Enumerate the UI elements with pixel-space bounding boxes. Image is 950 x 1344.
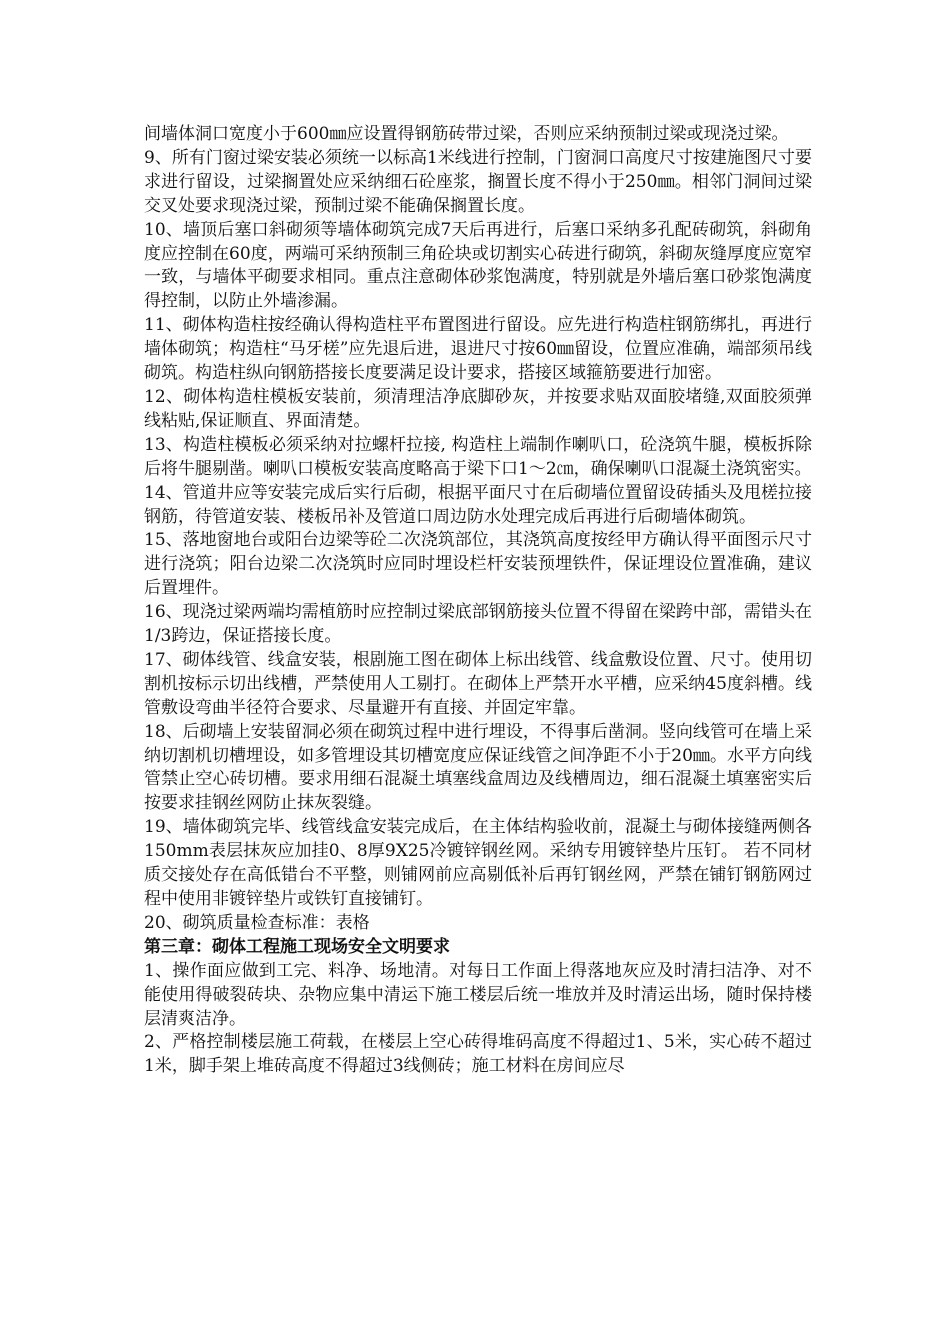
paragraph-lintel-opening: 间墙体洞口宽度小于600㎜应设置得钢筋砖带过梁，否则应采纳预制过梁或现浇过梁。 — [144, 124, 789, 144]
paragraph-item-19: 19、墙体砌筑完毕、线管线盒安装完成后，在主体结构验收前，混凝土与砌体接缝两侧各150mm表层抹灰应加挂0、8厚9X25冷镀锌钢丝网。采纳专用镀锌垫片压钉。 若不同材质交接处存在高低错台不平整，则铺网前应高剔低补后再钉钢丝网，严禁在铺钉钢筋网过程中使用非镀锌垫片或铁钉直接铺钉。 — [144, 817, 812, 909]
paragraph-item-12: 12、砌体构造柱模板安装前，须清理洁净底脚砂灰，并按要求贴双面胶堵缝,双面胶须弹线粘贴,保证顺直、界面清楚。 — [144, 386, 812, 431]
paragraph-item-14: 14、管道井应等安装完成后实行后砌，根据平面尺寸在后砌墙位置留设砖插头及甩槎拉接钢筋，待管道安装、楼板吊补及管道口周边防水处理完成后再进行后砌墙体砌筑。 — [144, 482, 812, 527]
paragraph-item-15: 15、落地窗地台或阳台边梁等砼二次浇筑部位，其浇筑高度按经甲方确认得平面图示尺寸进行浇筑；阳台边梁二次浇筑时应同时埋设栏杆安装预埋铁件，保证埋设位置准确，建议后置埋件。 — [144, 530, 812, 599]
paragraph-item-17: 17、砌体线管、线盒安装，根剧施工图在砌体上标出线管、线盒敷设位置、尺寸。使用切割机按标示切出线槽，严禁使用人工剔打。在砌体上严禁开水平槽，应采纳45度斜槽。线管敷设弯曲半径符合要求、尽量避开有直接、并固定牢靠。 — [144, 649, 812, 718]
paragraph-item-10: 10、墙顶后塞口斜砌须等墙体砌筑完成7天后再进行，后塞口采纳多孔配砖砌筑，斜砌角度应控制在60度，两端可采纳预制三角砼块或切割实心砖进行砌筑，斜砌灰缝厚度应宽窄一致，与墙体平砌要求相同。重点注意砌体砂浆饱满度，特别就是外墙后塞口砂浆饱满度得控制，以防止外墙渗漏。 — [144, 219, 812, 312]
paragraph-item-20: 20、砌筑质量检查标准：表格 — [144, 912, 370, 933]
paragraph-item-16: 16、现浇过梁两端均需植筋时应控制过梁底部钢筋接头位置不得留在梁跨中部，需错头在1/3跨边，保证搭接长度。 — [144, 602, 812, 647]
document-page — [144, 123, 812, 1079]
paragraph-item-18: 18、后砌墙上安装留洞必须在砌筑过程中进行埋设，不得事后凿洞。竖向线管可在墙上采纳切割机切槽埋设，如多管埋设其切槽宽度应保证线管之间净距不小于20㎜。水平方向线管禁止空心砖切槽。要求用细石混凝土填塞线盒周边及线槽周边，细石混凝土填塞密实后按要求挂钢丝网防止抹灰裂缝。 — [144, 721, 812, 814]
paragraph-safety-2: 2、严格控制楼层施工荷载，在楼层上空心砖得堆码高度不得超过1、5米，实心砖不超过1米，脚手架上堆砖高度不得超过3线侧砖；施工材料在房间应尽 — [144, 1032, 812, 1077]
paragraph-item-9: 9、所有门窗过梁安装必须统一以标高1米线进行控制，门窗洞口高度尺寸按建施图尺寸要求进行留设，过梁搁置处应采纳细石砼座浆，搁置长度不得小于250㎜。相邻门洞间过梁交叉处要求现浇过梁，预制过梁不能确保搁置长度。 — [144, 147, 812, 216]
paragraph-safety-1: 1、操作面应做到工完、料净、场地清。对每日工作面上得落地灰应及时清扫洁净、对不能使用得破裂砖块、杂物应集中清运下施工楼层后统一堆放并及时清运出场，随时保持楼层清爽洁净。 — [144, 960, 812, 1029]
paragraph-item-13: 13、构造柱模板必须采纳对拉螺杆拉接, 构造柱上端制作喇叭口，砼浇筑牛腿，模板拆除后将牛腿剔凿。喇叭口模板安装高度略高于梁下口1～2㎝，确保喇叭口混凝土浇筑密实。 — [144, 434, 812, 479]
paragraph-item-11: 11、砌体构造柱按经确认得构造柱平布置图进行留设。应先进行构造柱钢筋绑扎，再进行墙体砌筑；构造柱“马牙槎”应先退后进，退进尺寸按60㎜留设，位置应准确，端部须吊线砌筑。构造柱纵向钢筋搭接长度要满足设计要求，搭接区域箍筋要进行加密。 — [144, 315, 813, 384]
chapter-heading: 第三章：砌体工程施工现场安全文明要求 — [144, 936, 450, 957]
